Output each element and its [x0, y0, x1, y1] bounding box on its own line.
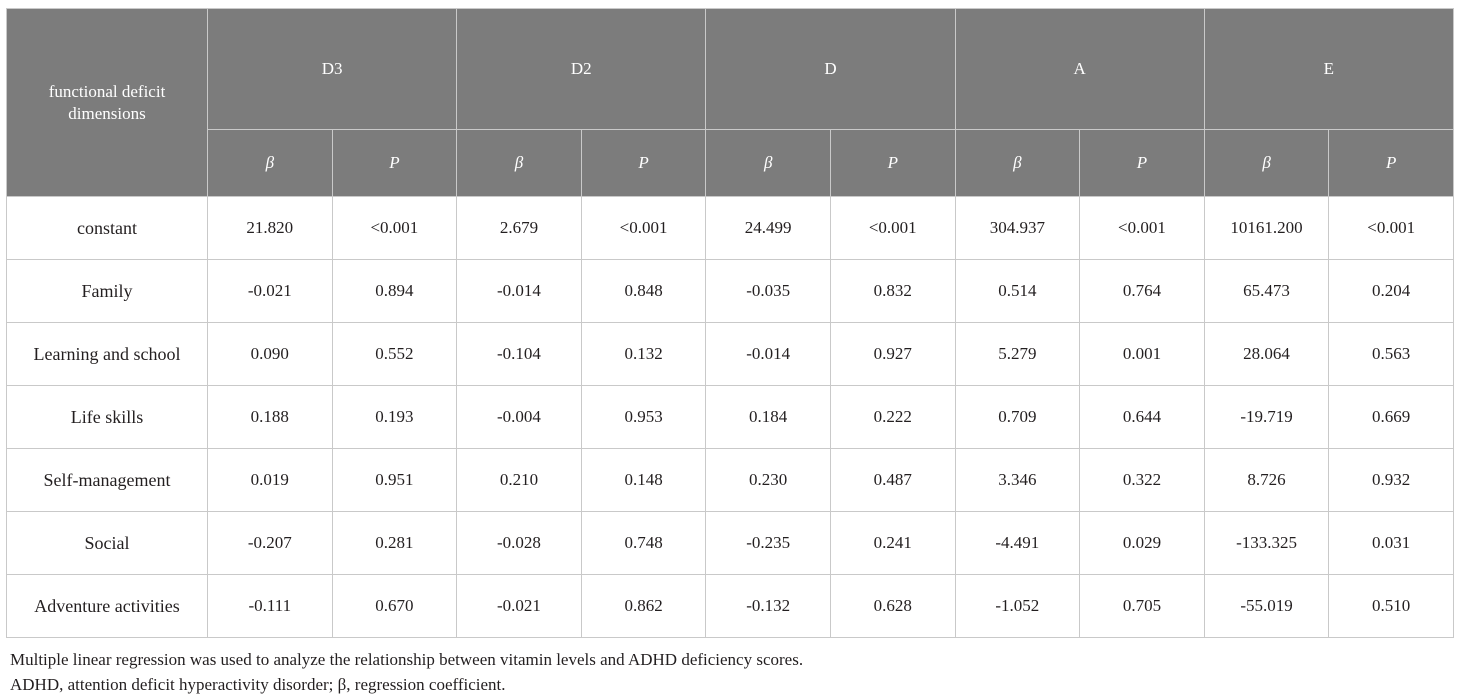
cell: -0.028 [457, 512, 582, 575]
table-header [7, 9, 1454, 197]
cell: 0.019 [208, 449, 333, 512]
cell: 0.705 [1080, 575, 1205, 638]
cell: 0.204 [1329, 260, 1454, 323]
cell: -0.021 [457, 575, 582, 638]
cell: -0.132 [706, 575, 831, 638]
cell: 0.148 [581, 449, 706, 512]
cell: 0.001 [1080, 323, 1205, 386]
cell: <0.001 [1329, 197, 1454, 260]
table-row [7, 323, 1454, 386]
cell: -0.111 [208, 575, 333, 638]
cell: <0.001 [1080, 197, 1205, 260]
cell: 0.862 [581, 575, 706, 638]
cell: 0.487 [830, 449, 955, 512]
cell: 0.848 [581, 260, 706, 323]
subheader-d3-p: P [332, 130, 457, 197]
corner-header: functional deficit dimensions [7, 9, 208, 197]
subheader-d-beta: β [706, 130, 831, 197]
row-label: Adventure activities [7, 575, 208, 638]
cell: <0.001 [581, 197, 706, 260]
row-label: Learning and school [7, 323, 208, 386]
cell: -0.004 [457, 386, 582, 449]
cell: -0.014 [706, 323, 831, 386]
cell: -19.719 [1204, 386, 1329, 449]
table-row [7, 260, 1454, 323]
cell: 0.927 [830, 323, 955, 386]
cell: -0.035 [706, 260, 831, 323]
group-header-e: E [1204, 9, 1453, 130]
row-label: Family [7, 260, 208, 323]
cell: -0.021 [208, 260, 333, 323]
cell: 0.510 [1329, 575, 1454, 638]
table-row [7, 197, 1454, 260]
cell: -133.325 [1204, 512, 1329, 575]
table-row [7, 575, 1454, 638]
footnote-line: Multiple linear regression was used to analyze the relationship between vitamin levels and ADHD deficiency scores. [10, 650, 804, 669]
cell: -0.014 [457, 260, 582, 323]
cell: 0.322 [1080, 449, 1205, 512]
group-header-d3: D3 [208, 9, 457, 130]
cell: 0.552 [332, 323, 457, 386]
group-header-d: D [706, 9, 955, 130]
cell: 0.764 [1080, 260, 1205, 323]
cell: 0.230 [706, 449, 831, 512]
cell: -55.019 [1204, 575, 1329, 638]
table-footnotes [6, 648, 1454, 697]
table-row [7, 512, 1454, 575]
cell: 3.346 [955, 449, 1080, 512]
cell: 0.184 [706, 386, 831, 449]
cell: <0.001 [830, 197, 955, 260]
cell: 0.281 [332, 512, 457, 575]
cell: 0.670 [332, 575, 457, 638]
group-header-d2: D2 [457, 9, 706, 130]
subheader-d3-beta: β [208, 130, 333, 197]
cell: 0.832 [830, 260, 955, 323]
cell: 0.193 [332, 386, 457, 449]
subheader-d2-beta: β [457, 130, 582, 197]
table-row [7, 386, 1454, 449]
row-label: Social [7, 512, 208, 575]
cell: <0.001 [332, 197, 457, 260]
subheader-a-p: P [1080, 130, 1205, 197]
cell: 8.726 [1204, 449, 1329, 512]
cell: 0.210 [457, 449, 582, 512]
cell: 10161.200 [1204, 197, 1329, 260]
cell: 0.514 [955, 260, 1080, 323]
footnote-line: ADHD, attention deficit hyperactivity disorder; β, regression coefficient. [10, 674, 506, 694]
row-label: constant [7, 197, 208, 260]
header-row-subheaders [7, 130, 1454, 197]
cell: 0.241 [830, 512, 955, 575]
cell: 0.894 [332, 260, 457, 323]
row-label: Life skills [7, 386, 208, 449]
header-row-groups [7, 9, 1454, 130]
row-label: Self-management [7, 449, 208, 512]
cell: 0.628 [830, 575, 955, 638]
cell: 0.669 [1329, 386, 1454, 449]
cell: -1.052 [955, 575, 1080, 638]
cell: -0.104 [457, 323, 582, 386]
subheader-d-p: P [830, 130, 955, 197]
cell: 28.064 [1204, 323, 1329, 386]
cell: 2.679 [457, 197, 582, 260]
cell: 24.499 [706, 197, 831, 260]
subheader-e-p: P [1329, 130, 1454, 197]
cell: -0.235 [706, 512, 831, 575]
cell: 0.563 [1329, 323, 1454, 386]
table-row [7, 449, 1454, 512]
cell: 0.644 [1080, 386, 1205, 449]
cell: 21.820 [208, 197, 333, 260]
cell: 65.473 [1204, 260, 1329, 323]
cell: 0.029 [1080, 512, 1205, 575]
cell: 0.951 [332, 449, 457, 512]
group-header-a: A [955, 9, 1204, 130]
cell: -0.207 [208, 512, 333, 575]
cell: 0.222 [830, 386, 955, 449]
cell: 0.031 [1329, 512, 1454, 575]
cell: -4.491 [955, 512, 1080, 575]
cell: 0.932 [1329, 449, 1454, 512]
cell: 0.709 [955, 386, 1080, 449]
cell: 304.937 [955, 197, 1080, 260]
cell: 0.132 [581, 323, 706, 386]
subheader-e-beta: β [1204, 130, 1329, 197]
cell: 0.090 [208, 323, 333, 386]
cell: 0.748 [581, 512, 706, 575]
subheader-a-beta: β [955, 130, 1080, 197]
cell: 0.953 [581, 386, 706, 449]
regression-results-table [6, 8, 1454, 638]
cell: 0.188 [208, 386, 333, 449]
subheader-d2-p: P [581, 130, 706, 197]
table-body [7, 197, 1454, 638]
cell: 5.279 [955, 323, 1080, 386]
